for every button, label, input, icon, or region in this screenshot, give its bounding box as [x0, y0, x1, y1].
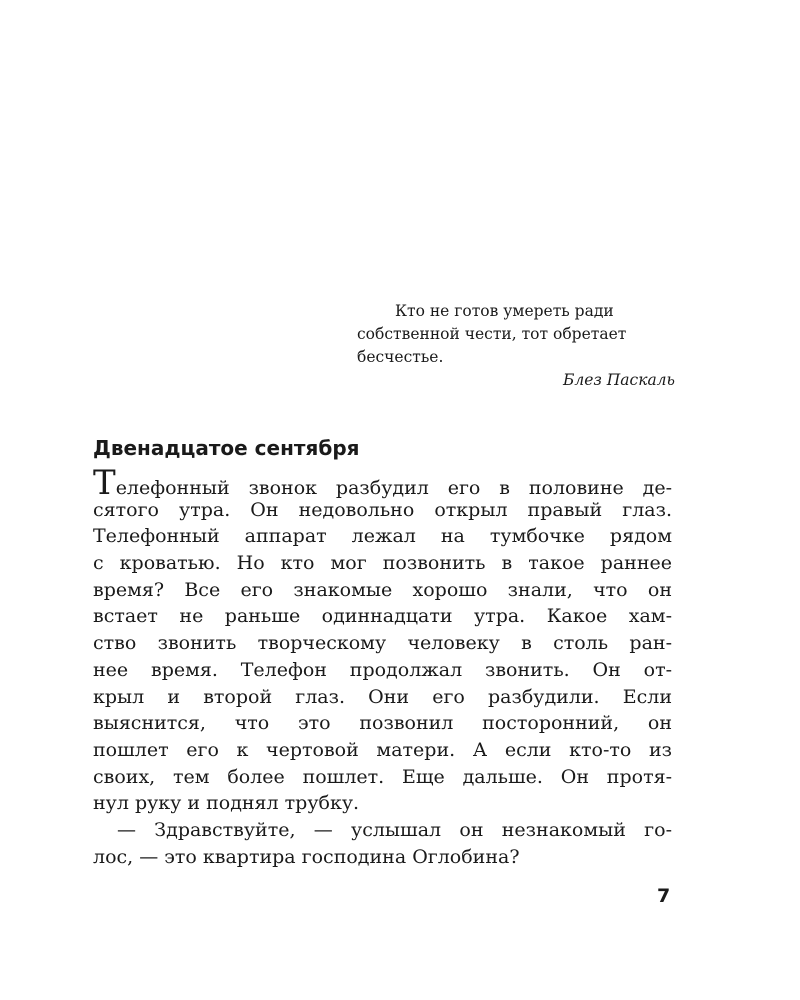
dialogue-line: лос, — это квартира господина Оглобина?: [93, 845, 520, 868]
body-line: Телефонный аппарат лежал на тумбочке рядом: [93, 525, 672, 548]
epigraph-line: бесчестье.: [357, 348, 444, 366]
dialogue-line: — Здравствуйте, — услышал он незнакомый го-: [117, 818, 672, 841]
body-line: с кроватью. Но кто мог позвонить в такое раннее: [93, 552, 672, 575]
body-line: своих, тем более пошлет. Еще дальше. Он протя-: [93, 765, 672, 788]
chapter-body: [93, 463, 672, 870]
body-line: нул руку и поднял трубку.: [93, 792, 360, 815]
body-line: сятого утра. Он недовольно открыл правый глаз.: [93, 498, 672, 521]
epigraph: [357, 300, 675, 392]
drop-cap: Т: [93, 463, 116, 503]
body-line: встает не раньше одиннадцати утра. Какое хам-: [93, 605, 672, 628]
body-line: [93, 463, 672, 503]
chapter-title: Двенадцатое сентября: [93, 436, 360, 460]
body-line-text: елефонный звонок разбудил его в половине де-: [115, 477, 672, 499]
epigraph-quote: [357, 300, 675, 369]
page-number: 7: [657, 885, 671, 907]
epigraph-line: Кто не готов умереть ради: [395, 302, 614, 320]
body-line: пошлет его к чертовой матери. А если кто-то из: [93, 738, 672, 761]
body-line: крыл и второй глаз. Они его разбудили. Если: [93, 685, 672, 708]
body-line: нее время. Телефон продолжал звонить. Он от-: [93, 658, 672, 681]
epigraph-line: собственной чести, тот обретает: [357, 325, 627, 343]
body-line: выяснится, что это позвонил посторонний, он: [93, 712, 672, 735]
body-line: время? Все его знакомые хорошо знали, что он: [93, 578, 672, 601]
body-line: ство звонить творческому человеку в столь ран-: [93, 632, 672, 655]
epigraph-author: Блез Паскаль: [562, 371, 675, 389]
